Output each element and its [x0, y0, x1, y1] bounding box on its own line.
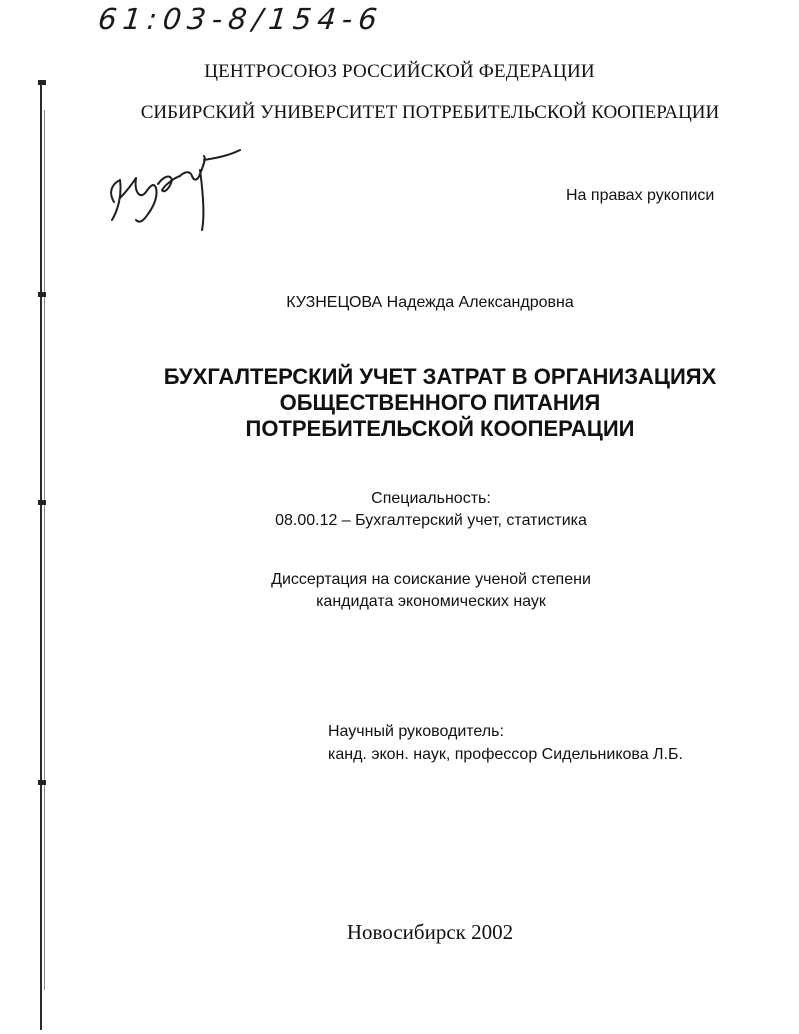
degree-block	[0, 569, 799, 613]
title-line: ОБЩЕСТВЕННОГО ПИТАНИЯ	[279, 390, 601, 415]
specialty-label: Специальность:	[371, 490, 491, 507]
archive-number: 61:03-8/154-6	[96, 2, 385, 36]
degree-line-2: кандидата экономических наук	[316, 593, 546, 610]
advisor-label: Научный руководитель:	[328, 723, 504, 740]
specialty-value: 08.00.12 – Бухгалтерский учет, статистика	[275, 512, 587, 529]
author-name: КУЗНЕЦОВА Надежда Александровна	[286, 294, 574, 311]
specialty-block	[0, 488, 799, 532]
rights-note: На правах рукописи	[566, 187, 715, 204]
organization-name: ЦЕНТРОСОЮЗ РОССИЙСКОЙ ФЕДЕРАЦИИ	[204, 61, 595, 82]
university-name: СИБИРСКИЙ УНИВЕРСИТЕТ ПОТРЕБИТЕЛЬСКОЙ КООПЕРАЦИИ	[140, 102, 720, 123]
advisor-value: канд. экон. наук, профессор Сидельникова Л.Б.	[328, 746, 683, 763]
degree-line-1: Диссертация на соискание ученой степени	[271, 571, 591, 588]
binding-edge	[38, 80, 46, 1030]
title-line: ПОТРЕБИТЕЛЬСКОЙ КООПЕРАЦИИ	[245, 416, 635, 441]
handwritten-signature	[100, 140, 250, 235]
advisor-block	[328, 720, 683, 766]
title-line: БУХГАЛТЕРСКИЙ УЧЕТ ЗАТРАТ В ОРГАНИЗАЦИЯХ	[163, 364, 717, 389]
dissertation-title	[80, 364, 799, 442]
city-year: Новосибирск 2002	[346, 920, 514, 944]
